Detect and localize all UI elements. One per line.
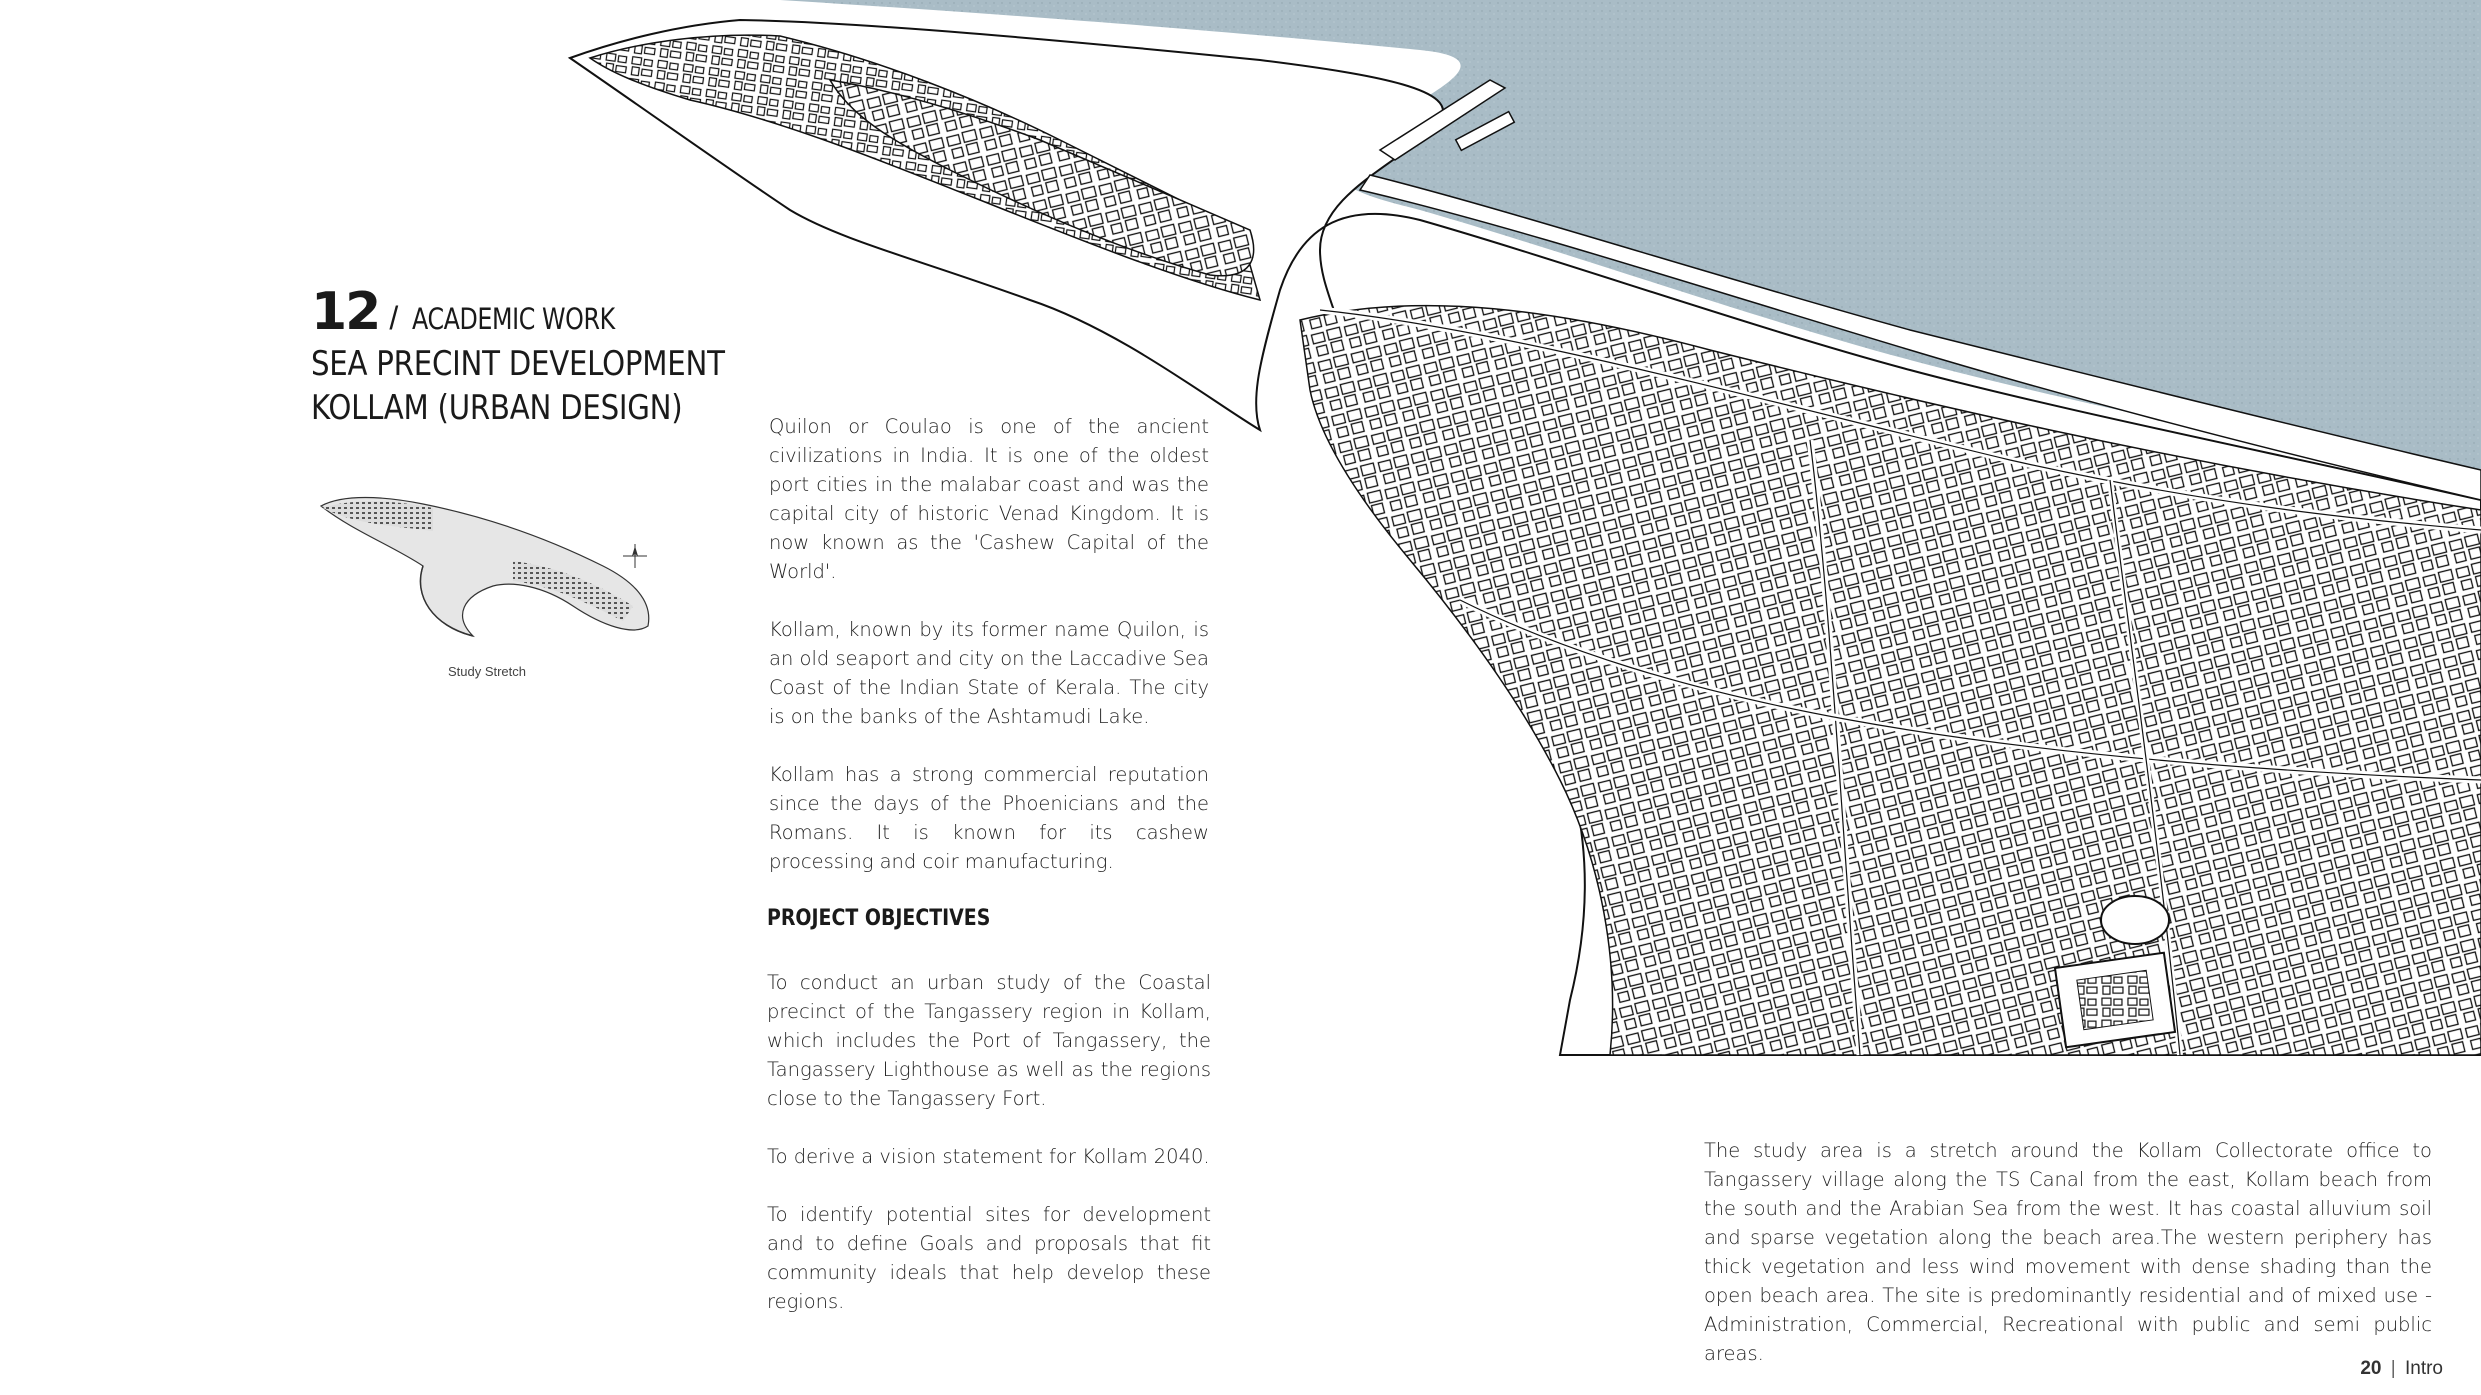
intro-paragraph: Kollam has a strong commercial reputation since the days of the Phoenicians and the Romans. It is known for its cashew processing and coir manufacturing. — [769, 763, 1209, 873]
intro-paragraph: Kollam, known by its former name Quilon, is an old seaport and city on the Laccadive Sea Coast of the Indian State of Kerala. The city is on the banks of the Ashtamudi Lake. — [769, 618, 1209, 728]
section-name: Intro — [2404, 1358, 2443, 1379]
intro-text — [769, 412, 1209, 905]
study-stretch-thumbnail — [313, 486, 665, 646]
north-arrow-icon — [623, 544, 647, 568]
title-block — [311, 282, 731, 430]
project-category: ACADEMIC WORK — [412, 302, 616, 336]
title-slash: / — [389, 300, 399, 336]
project-title-line2: KOLLAM (URBAN DESIGN) — [311, 388, 683, 428]
page-number: 20 — [2360, 1358, 2382, 1379]
objective-paragraph: To derive a vision statement for Kollam 2040. — [767, 1145, 1210, 1168]
project-number: 12 — [311, 282, 380, 342]
study-area-paragraph: The study area is a stretch around the Kollam Collectorate office to Tangassery village along the TS Canal from the east, Kollam beach from the south and the Arabian Sea from the west. It has coastal alluvium soil and sparse vegetation along the beach area.The western periphery has thick vegetation and less wind movement with dense shading than the open beach area. The site is predominantly residential and of mixed use - Administration, Commercial, Recreational with public and semi public areas. — [1704, 1139, 2432, 1365]
objective-paragraph: To conduct an urban study of the Coastal precinct of the Tangassery region in Kollam, which includes the Port of Tangassery, the Tangassery Lighthouse as well as the regions close to the Tangassery Fort. — [767, 971, 1211, 1110]
study-area-description — [1704, 1136, 2432, 1368]
objectives-text — [767, 968, 1211, 1345]
footer-separator: | — [2390, 1358, 2396, 1379]
objectives-heading: PROJECT OBJECTIVES — [767, 906, 991, 931]
page-footer — [2360, 1358, 2443, 1380]
intro-paragraph: Quilon or Coulao is one of the ancient civilizations in India. It is one of the oldest port cities in the malabar coast and was the capital city of historic Venad Kingdom. It is now known as the 'Cashew Capital of the World'. — [769, 415, 1209, 583]
project-title-line1: SEA PRECINT DEVELOPMENT — [311, 344, 725, 384]
thumbnail-caption: Study Stretch — [447, 664, 527, 679]
title-line-project — [311, 282, 731, 342]
stadium — [2101, 896, 2169, 944]
objective-paragraph: To identify potential sites for development and to define Goals and proposals that fit community ideals that help develop these regions. — [767, 1203, 1211, 1313]
